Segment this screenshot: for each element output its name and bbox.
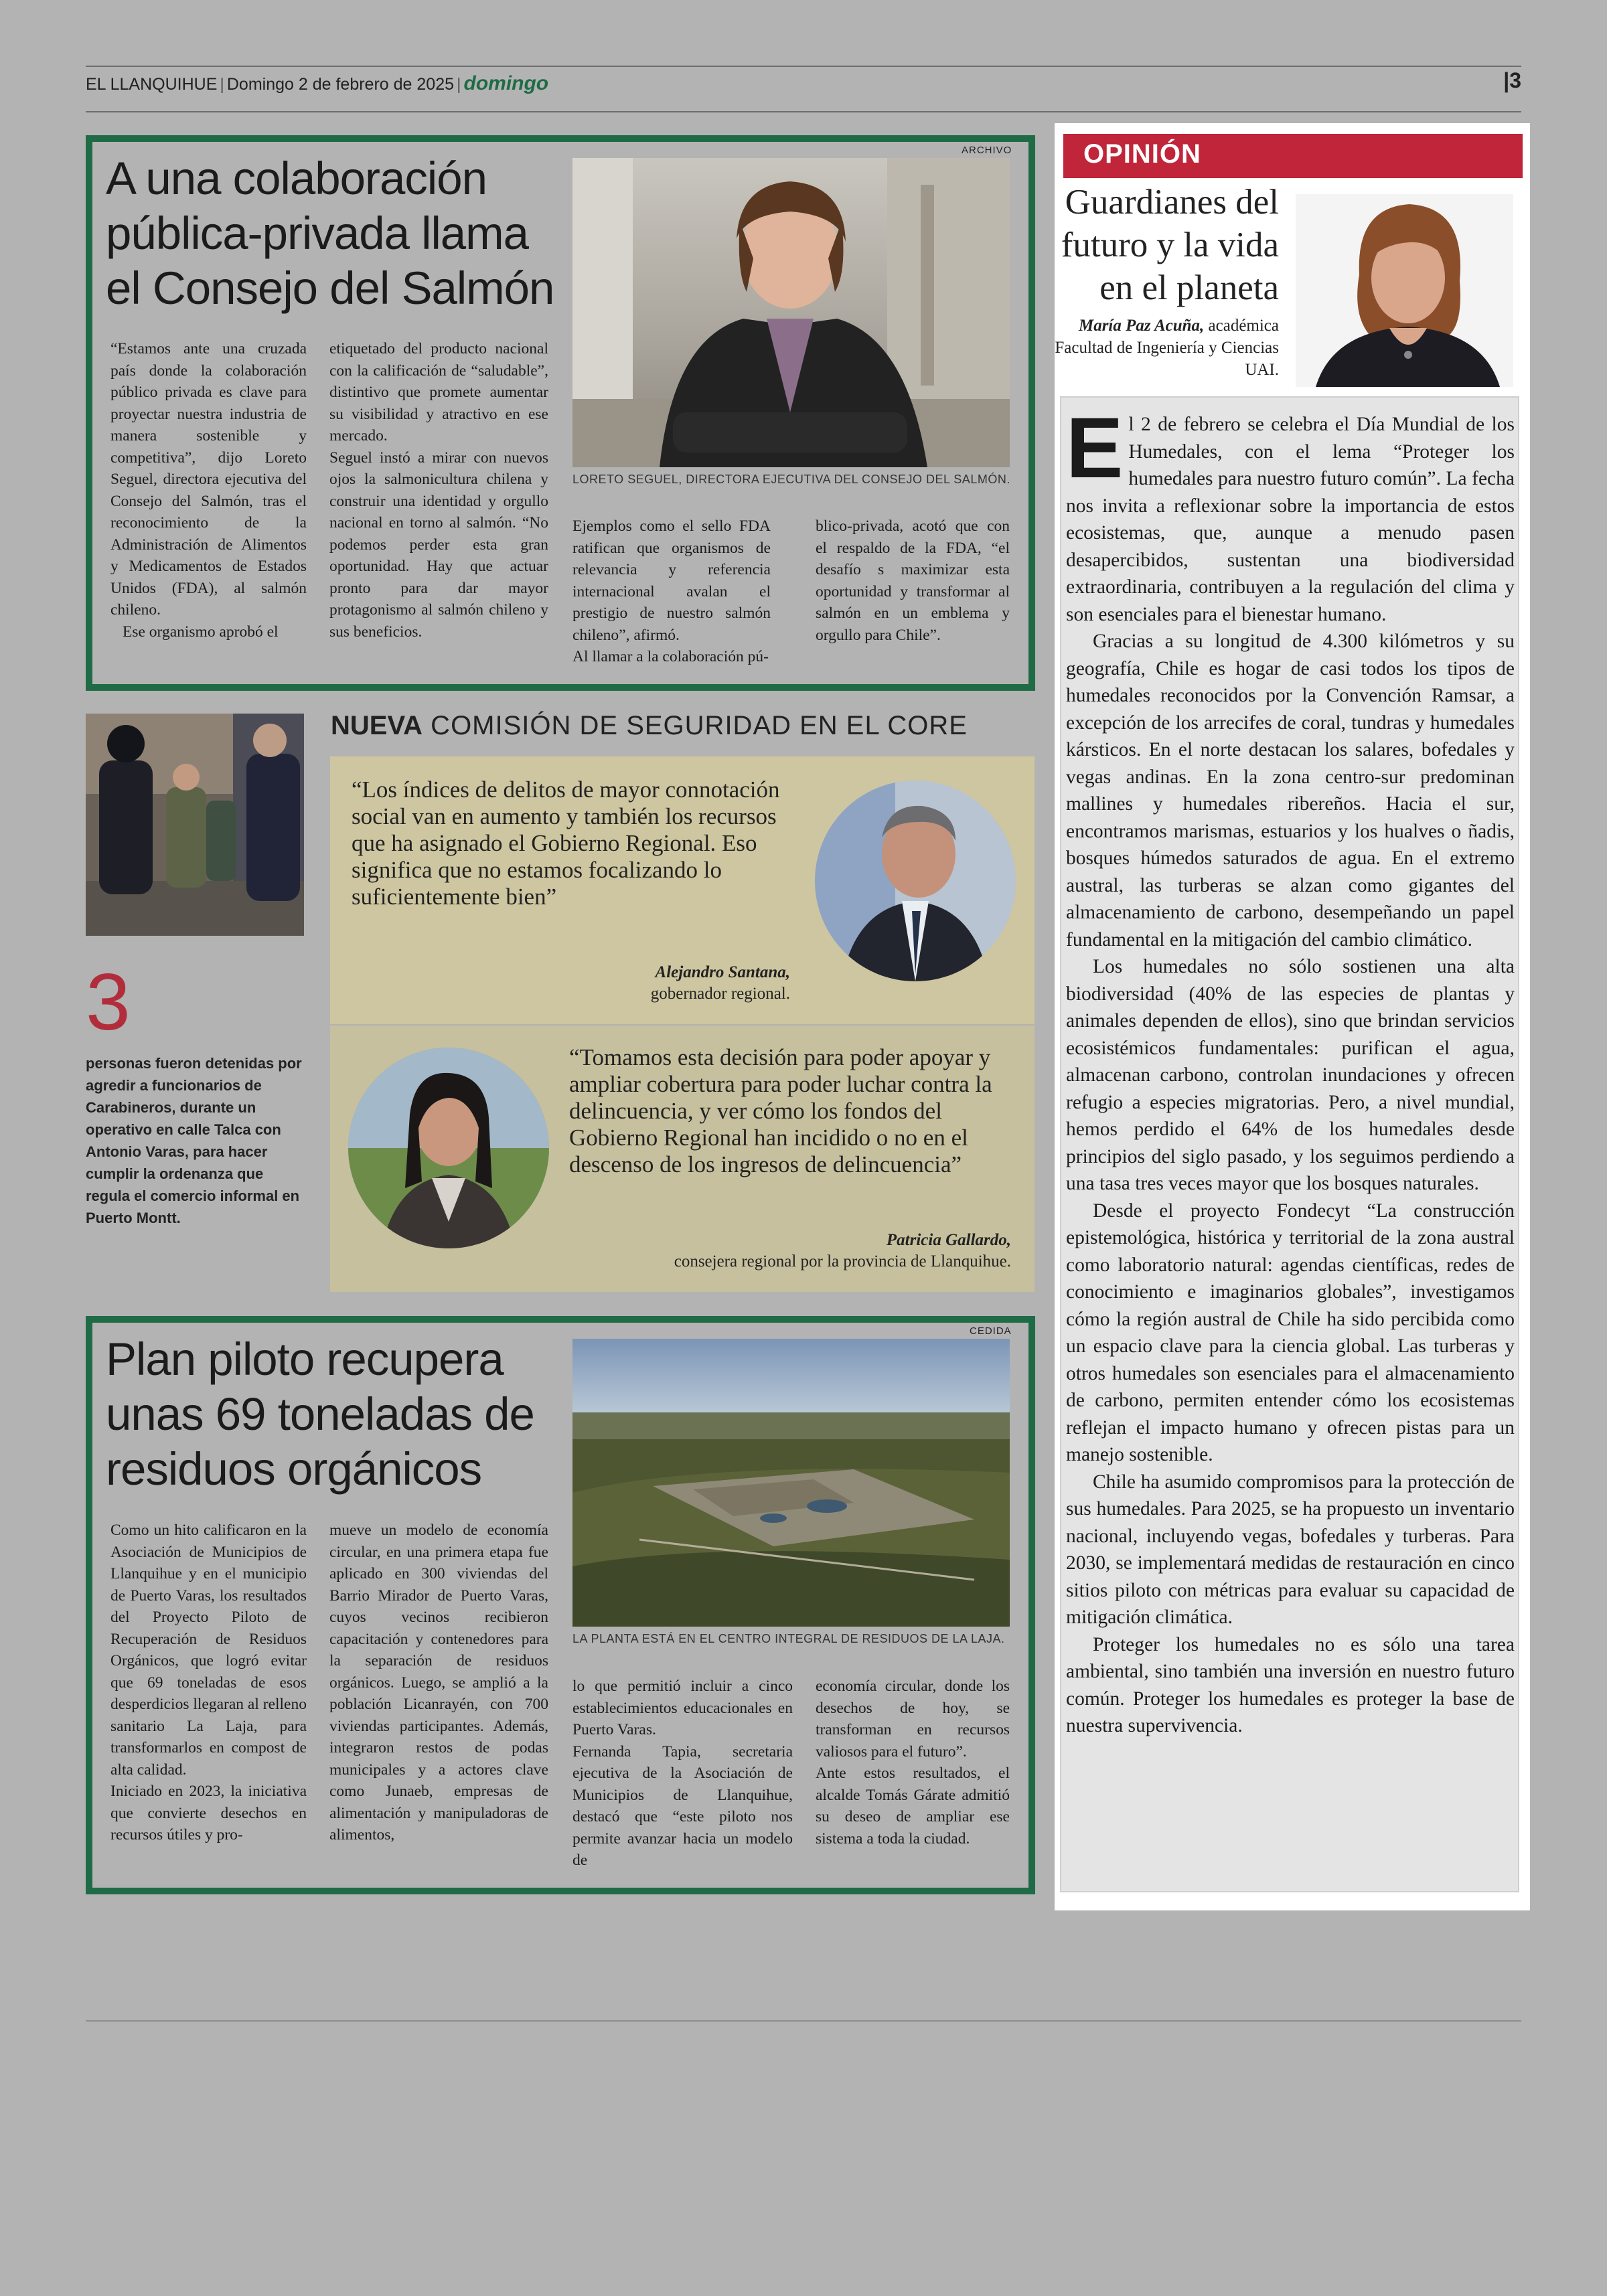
signature-gallardo — [569, 1230, 1011, 1273]
arrest-photo — [86, 714, 304, 936]
salmon-photo-credit: ARCHIVO — [962, 145, 1012, 156]
masthead: EL LLANQUIHUE | Domingo 2 de febrero de 2025 | domingo — [86, 72, 549, 94]
salmon-photo-caption: LORETO SEGUEL, DIRECTORA EJECUTIVA DEL CONSEJO DEL SALMÓN. — [572, 473, 1010, 486]
drop-cap: E — [1066, 400, 1124, 496]
santana-photo — [815, 781, 1016, 981]
header-bottom-rule — [86, 111, 1521, 112]
santana-name: Alejandro Santana, — [655, 963, 790, 981]
signature-santana — [522, 962, 790, 1005]
salmon-col-3: Ejemplos como el sello FDA ratifican que organismos de relevancia y referencia internacional avalan el prestigio de nuestro salmón chileno”, afirmó. Al llamar a la colaboración pú- — [572, 517, 771, 665]
page-bottom-rule — [86, 2020, 1521, 2022]
waste-col-1: Como un hito calificaron en la Asociación de Municipios de Llanquihue y en el municipio de Puerto Varas, los resultados del Proyecto Piloto de Recuperación de Residuos Orgánicos, que logró evitar que 69 toneladas de esos desperdicios llegaran al relleno sanitario La Laja, para transformarlos en compost de alta calidad. Iniciado en 2023, la iniciativa que convierte desechos en recursos útiles y pro- — [110, 1522, 307, 1843]
waste-col-2: mueve un modelo de economía circular, en una primera etapa fue aplicado en 300 viviendas del Barrio Mirador de Puerto Varas, cuyos vecinos recibieron capacitación y contenedores para la separación de residuos orgánicos. Luego, se amplió a la población Licanrayén, con 700 viviendas participantes. Además, integraron restos de podas municipales y a actores clave como Junaeb, empresas de alimentación y manipuladoras de alimentos, — [329, 1522, 548, 1843]
opinion-title: Guardianes del futuro y la vida en el planeta — [1061, 183, 1279, 307]
portrait-maria-paz-acuna — [1296, 194, 1513, 387]
quote-santana: “Los índices de delitos de mayor connotación social van en aumento y también los recursos que ha asignado el Gobierno Regional. Eso significa que no estamos focalizando lo suficientemente bien” — [352, 776, 780, 910]
stat-description: personas fueron detenidas por agredir a funcionarios de Carabineros, durante un operativo en calle Talca con Antonio Varas, para hacer cumplir la ordenanza que regula el comercio informal en Puerto Montt. — [86, 1055, 302, 1226]
gallardo-name: Patricia Gallardo, — [886, 1231, 1011, 1249]
salmon-col-2: etiquetado del producto nacional con la calificación de “saludable”, distintivo que promete aumentar su visibilidad y atractivo en ese mercado. Seguel instó a mirar con nuevos ojos la salmonicultura chilena y construir una identidad y orgullo nacional en torno al salmón. “No podemos perder esta gran oportunidad. Hay que actuar pronto para dar mayor protagonismo al salmón chileno y sus beneficios. — [329, 340, 548, 641]
section-brand: domingo — [463, 72, 549, 94]
waste-photo — [572, 1339, 1010, 1627]
salmon-col-4: blico-privada, acotó que con el respaldo de la FDA, “el desafío s maximizar esta oportunidad y transformar al salmón en un emblema y orgullo para Chile”. — [816, 517, 1010, 644]
opinion-author — [1051, 315, 1279, 381]
portrait-patricia-gallardo — [348, 1048, 549, 1248]
publication-name: EL LLANQUIHUE — [86, 75, 218, 94]
security-section-title: NUEVA COMISIÓN DE SEGURIDAD EN EL CORE — [331, 711, 968, 740]
stat-number: 3 — [86, 957, 131, 1047]
salmon-col-1: “Estamos ante una cruzada país donde la colaboración público privada es clave para proyectar nuestra industria de manera sostenible y competitiva”, dijo Loreto Seguel, directora ejecutiva del Consejo del Salmón, tras el reconocimiento de la Administración de Alimentos y Medicamentos de Estados Unidos (FDA), al salmón chileno. Ese organismo aprobó el — [110, 340, 307, 641]
aerial-landfill-image — [572, 1339, 1010, 1627]
gallardo-photo — [348, 1048, 549, 1248]
gallardo-role: consejera regional por la provincia de Llanquihue. — [674, 1252, 1011, 1270]
waste-photo-caption: LA PLANTA ESTÁ EN EL CENTRO INTEGRAL DE RESIDUOS DE LA LAJA. — [572, 1632, 1005, 1645]
portrait-loreto-seguel — [572, 158, 1010, 467]
author-role: académica Facultad de Ingeniería y Ciencias UAI. — [1055, 317, 1279, 379]
author-photo — [1296, 194, 1513, 387]
opinion-tag: OPINIÓN — [1063, 134, 1523, 178]
waste-photo-credit: CEDIDA — [970, 1325, 1012, 1337]
portrait-alejandro-santana — [815, 781, 1016, 981]
salmon-photo — [572, 158, 1010, 467]
police-operation-image — [86, 714, 304, 936]
issue-date: Domingo 2 de febrero de 2025 — [226, 75, 454, 94]
santana-role: gobernador regional. — [650, 985, 790, 1003]
waste-col-4: economía circular, donde los desechos de hoy, se transforman en recursos valiosos para el futuro”. Ante estos resultados, el alcalde Tomás Gárate admitió su deseo de ampliar ese sistema a toda la ciudad. — [816, 1677, 1010, 1848]
salmon-headline: A una colaboración pública-privada llama el Consejo del Salmón — [106, 153, 554, 314]
waste-col-3: lo que permitió incluir a cinco establecimientos educacionales en Puerto Varas. Fernanda Tapia, secretaria ejecutiva de la Asociación de Municipios de Llanquihue, destacó que “este piloto nos permite avanzar hacia un modelo de — [572, 1677, 793, 1869]
quote-gallardo: “Tomamos esta decisión para poder apoyar y ampliar cobertura para poder luchar contra la delincuencia, y ver cómo los fondos del Gobierno Regional han incidido o no en el descenso de los ingresos de delincuencia” — [569, 1044, 992, 1177]
waste-headline: Plan piloto recupera unas 69 toneladas de residuos orgánicos — [106, 1333, 534, 1495]
header-top-rule — [86, 66, 1521, 67]
opinion-body-text: El 2 de febrero se celebra el Día Mundial de los Humedales, con el lema “Proteger los humedales para nuestro futuro común”. La fecha nos invita a reflexionar sobre la importancia de estos ecosistemas, que, aunque a menudo pasen desapercibidos, sustentan una biodiversidad extraordinaria, contribuyen a la regulación del clima y son esenciales para el bienestar humano. Gracias a su longitud de 4.300 kilómetros y su geografía, Chile es hogar de casi todos los tipos de humedales reconocidos por la Convención Ramsar, a excepción de los arrecifes de coral, tundras y humedales kársticos. En el norte destacan los salares, bofedales y vegas andinas. En la zona centro-sur predominan mallines y humedales ribereños. Hacia el sur, encontramos marismas, estuarios y los hualves o ñadis, bosques húmedos saturados de agua. En el extremo austral, las turberas se alzan como gigantes del almacenamiento de carbono, desempeñando un papel fundamental en la mitigación del cambio climático. Los humedales no sólo sostienen una alta biodiversidad (40% de las especies de plantas y animales dependen de ellos), sino que brindan servicios ecosistémicos fundamentales: purifican el agua, almacenan carbono, controlan inundaciones y ofrecen refugio a especies migratorias. Pero, a nivel mundial, hemos perdido el 64% de los humedales desde principios del siglo pasado, y los seguimos perdiendo a una tasa tres veces mayor que los bosques naturales. Desde el proyecto Fondecyt “La construcción epistemológica, histórica y territorial de la zona austral como laboratorio natural: agendas científicas, redes de conocimiento e imaginarios globales”, investigamos cómo la región austral de Chile ha sido percibida como un espacio clave para la ciencia global. Las turberas y otros humedales son esenciales para el almacenamiento de carbono, permiten entender cómo los ecosistemas reflejan el impacto humano y ofrecen pistas para un manejo sostenible. Chile ha asumido compromisos para la protección de sus humedales. Para 2025, se ha propuesto un inventario nacional, incluyendo vegas, bofedales y turberas. Para 2030, se implementará medidas de restauración en cinco sitios piloto con métricas para evaluar su capacidad de mitigación climática. Proteger los humedales no es sólo una tarea ambiental, sino también una inversión en nuestro futuro común. Proteger los humedales es proteger la base de nuestra supervivencia. — [1066, 400, 1515, 1736]
page-number: |3 — [1503, 68, 1521, 92]
author-name: María Paz Acuña, — [1078, 317, 1205, 335]
